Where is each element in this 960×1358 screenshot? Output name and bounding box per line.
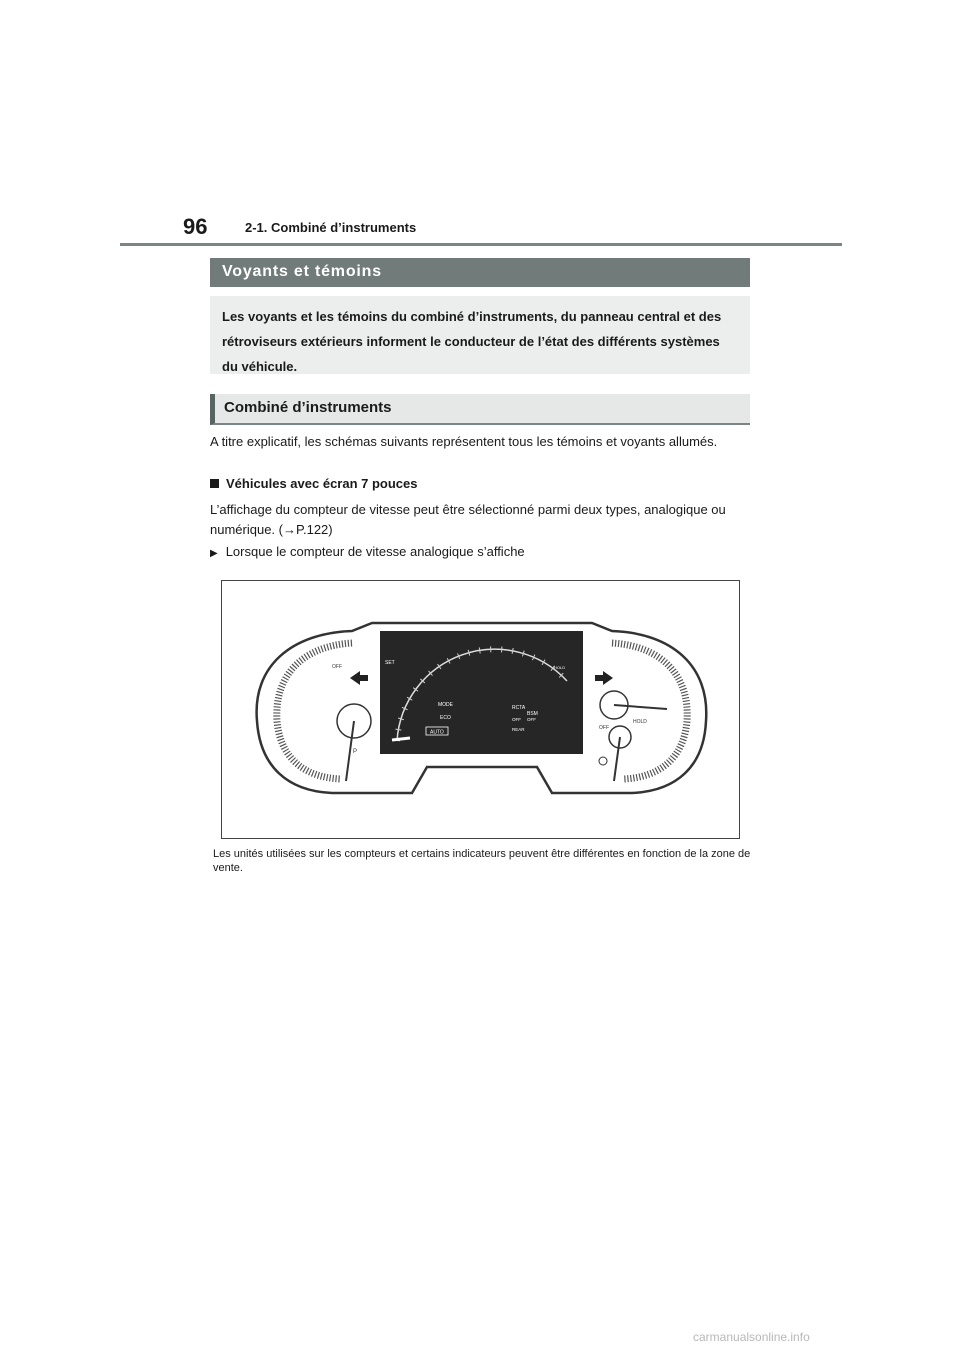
- section-title: Combiné d’instruments: [210, 394, 750, 425]
- hold-right-label: HOLD: [633, 719, 647, 725]
- sub-bullet: [210, 544, 525, 559]
- bullet-heading-text: Véhicules avec écran 7 pouces: [226, 476, 418, 491]
- off-label-2: OFF: [512, 717, 521, 722]
- main-title: Voyants et témoins: [210, 258, 750, 287]
- square-bullet-icon: [210, 479, 219, 488]
- auto-label: AUTO: [430, 729, 444, 736]
- speed-needle: [392, 738, 410, 740]
- triangle-bullet-icon: ▶: [210, 548, 218, 559]
- paragraph-explanation: A titre explicatif, les schémas suivants représentent tous les témoins et voyants allumés.: [210, 434, 718, 449]
- rear-label: REAR: [512, 727, 525, 732]
- eco-label: ECO: [440, 715, 451, 721]
- header-rule: [120, 243, 842, 246]
- page-number: 96: [183, 214, 208, 239]
- ev-mode-label: MODE: [438, 702, 453, 708]
- figure-caption: Les unités utilisées sur les compteurs et certains indicateurs peuvent être différentes en fonction de la zone de vente.: [213, 848, 751, 874]
- off-label-1: OFF: [332, 664, 342, 670]
- p-left-label: P: [353, 749, 358, 755]
- paragraph-display-types: L’affichage du compteur de vitesse peut être sélectionné parmi deux types, analogique ou numérique. (→P.122): [210, 502, 726, 537]
- bsm-label: BSM: [527, 711, 538, 717]
- indicator-circle-icon: [599, 757, 607, 765]
- chapter-title: 2-1. Combiné d’instruments: [245, 220, 417, 235]
- right-turn-arrow-icon: [595, 671, 613, 685]
- rcta-label: RCTA: [512, 705, 526, 711]
- instrument-cluster-figure: [221, 580, 740, 839]
- off-right-label: OFF: [599, 725, 609, 731]
- intro-text: Les voyants et les témoins du combiné d’instruments, du panneau central et des rétroviseurs extérieurs informent le conducteur de l’état des différents systèmes du véhicule.: [210, 296, 750, 374]
- bullet-heading: [210, 476, 418, 491]
- sub-bullet-text: Lorsque le compteur de vitesse analogique s’affiche: [225, 544, 525, 559]
- set-label: SET: [385, 660, 395, 666]
- instrument-cluster-illustration: [222, 581, 741, 840]
- left-turn-arrow-icon: [350, 671, 368, 685]
- watermark: carmanualsonline.info: [693, 1330, 810, 1344]
- hold-small-label: HOLD: [554, 665, 566, 670]
- off-label-3: OFF: [527, 717, 536, 722]
